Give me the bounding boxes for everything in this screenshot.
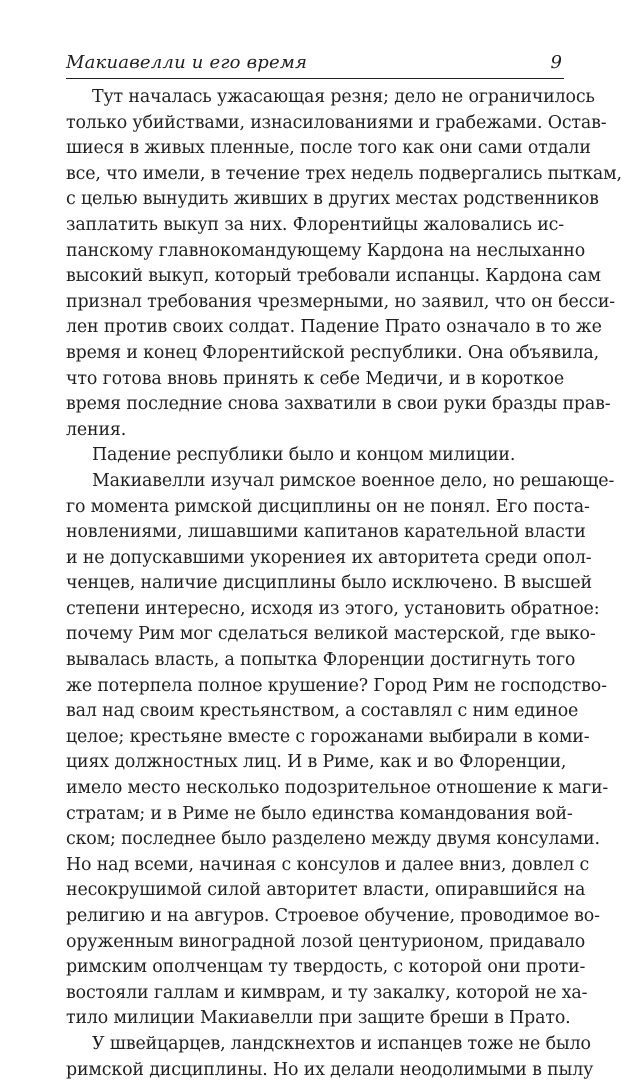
text-line: имело место несколько подозрительное отношение к маги- [66, 778, 609, 799]
text-line: лен против своих солдат. Падение Прато означало в то же [66, 317, 602, 338]
text-line: тило милиции Макиавелли при защите бреши в Прато. [66, 1008, 571, 1029]
running-header [66, 50, 564, 79]
text-line: Тут началась ужасающая резня; дело не ограничилось [92, 87, 595, 107]
text-line: высокий выкуп, который требовали испанцы. Кардона сам [66, 266, 601, 287]
text-line: ления. [66, 419, 127, 440]
text-line: римским ополченцам ту твердость, с которой они проти- [66, 957, 586, 978]
text-line: шиеся в живых пленные, после того как они сами отдали [66, 138, 591, 159]
text-line: панскому главнокомандующему Кардона на неслыханно [66, 240, 586, 261]
text-line: же потерпела полное крушение? Город Рим не господство- [66, 675, 607, 696]
text-line: целое; крестьяне вместе с горожанами выбирали в коми- [66, 726, 590, 747]
text-line: только убийствами, изнасилованиями и грабежами. Остав- [66, 112, 607, 133]
text-line: го момента римской дисциплины он не понял. Его поста- [66, 496, 590, 517]
text-line: все, что имели, в течение трех недель подвергались пыткам, [66, 163, 622, 184]
text-line: несокрушимой силой авторитет власти, опиравшийся на [66, 880, 586, 901]
text-line: циях должностных лиц. И в Риме, как и во Флоренции, [66, 752, 567, 773]
text-line: Макиавелли изучал римское военное дело, но решающе- [92, 470, 615, 491]
text-line: римской дисциплины. Но их делали неодолимыми в пылу [66, 1059, 594, 1080]
text-line: время последние снова захватили в свои руки бразды прав- [66, 394, 611, 415]
text-line: востояли галлам и кимврам, и ту закалку, которой не ха- [66, 982, 588, 1003]
text-line: оруженным виноградной лозой центурионом, придавало [66, 931, 586, 952]
text-line: новлениями, лишавшими капитанов карательной власти [66, 522, 586, 543]
text-line: что готова вновь принять к себе Медичи, и в короткое [66, 368, 564, 389]
text-line: Падение республики было и концом милиции. [92, 445, 516, 466]
text-line: и не допускавшими укорениея их авторитета среди опол- [66, 547, 592, 568]
body-text [66, 85, 622, 1083]
text-line: стратам; и в Риме не было единства командования вой- [66, 803, 573, 824]
text-line: вал над своим крестьянством, а составлял с ним единое [66, 701, 579, 722]
text-line: Но над всеми, начиная с консулов и далее вниз, довлел с [66, 854, 590, 875]
text-line: вывалась власть, а попытка Флоренции достигнуть того [66, 650, 576, 671]
text-line: с целью вынудить живших в других местах родственников [66, 189, 599, 210]
text-line: заплатить выкуп за них. Флорентийцы жаловались ис- [66, 214, 564, 235]
text-line: признал требования чрезмерными, но заявил, что он бесси- [66, 291, 616, 312]
text-line: степени интересно, исходя из этого, установить обратное: [66, 598, 600, 619]
text-line: религию и на авгуров. Строевое обучение, проводимое во- [66, 906, 600, 926]
text-line: ченцев, наличие дисциплины было исключено. В высшей [66, 573, 592, 594]
running-title: Макиавелли и его время [66, 52, 308, 73]
text-line: время и конец Флорентийской республики. Она объявила, [66, 342, 599, 363]
text-line: У швейцарцев, ландскнехтов и испанцев тоже не было [92, 1033, 591, 1054]
text-line: почему Рим мог сделаться великой мастерской, где выко- [66, 624, 596, 645]
page-number: 9 [550, 52, 562, 73]
text-line: ском; последнее было разделено между двумя консулами. [66, 829, 600, 850]
